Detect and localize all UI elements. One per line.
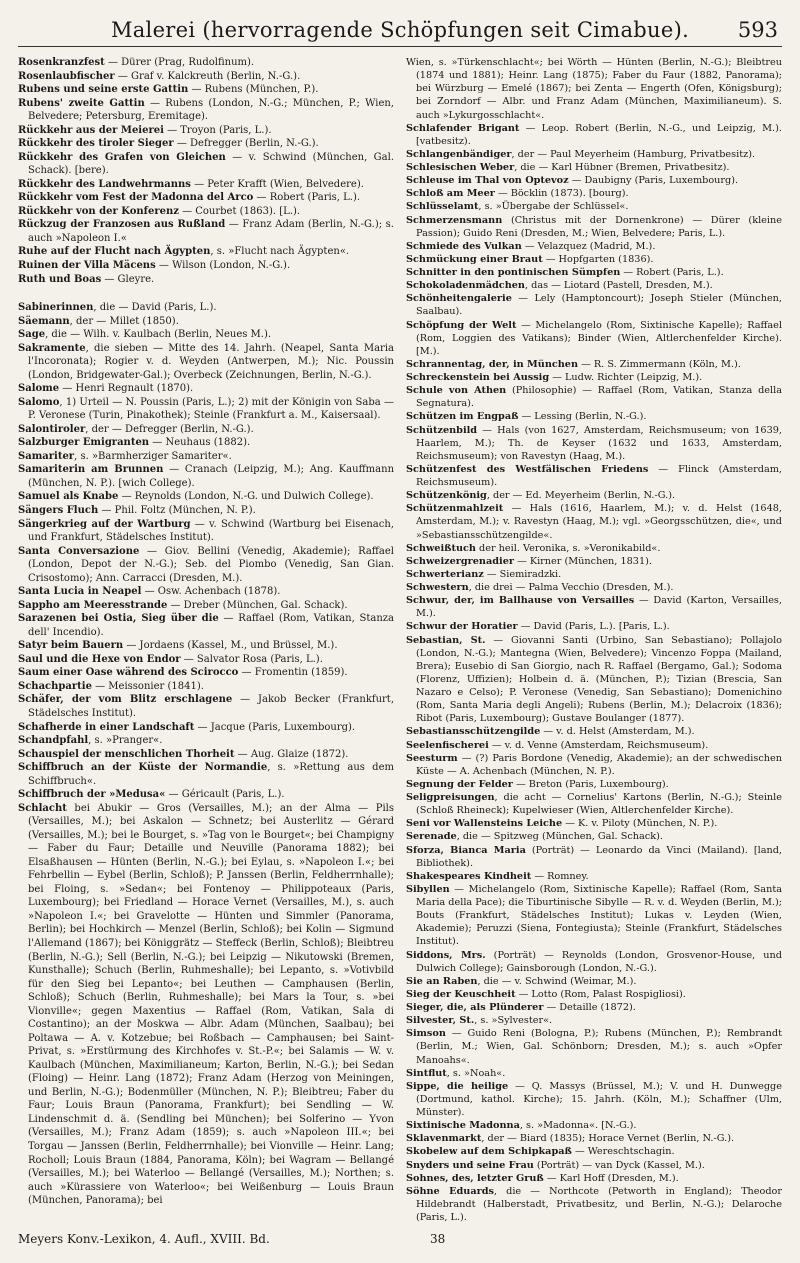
dictionary-entry [18, 612, 394, 639]
entry-text: — Fromentin (1859). [238, 667, 348, 679]
dictionary-entry [18, 328, 394, 342]
entry-lemma: Salzburger Emigranten [18, 437, 150, 449]
entry-lemma: Schwur der Horatier [406, 621, 518, 633]
entry-lemma: Schafherde in einer Landschaft [18, 721, 195, 733]
dictionary-entry [18, 301, 394, 315]
dictionary-entry [406, 384, 782, 410]
entry-text: — Karl Hoff (Dresden, M.). [543, 1172, 679, 1184]
entry-text: — v. Schwind (München, Gal. Schack). [bere). [28, 151, 395, 177]
entry-text: — Jordaens (Kassel, M., und Brüssel, M.). [123, 640, 338, 652]
entry-text: — Cranach (Leipzig, M.); Ang. Kauffmann (München, N. P.). [wich College). [28, 464, 395, 489]
entry-lemma: Schandpfahl [18, 735, 89, 747]
entry-text: — Dürer (Prag, Rudolfinum). [104, 57, 255, 68]
entry-text: — (?) Paris Bordone (Venedig, Akademie); an der schwedischen Küste — A. Achenbach (München, N. P.). [416, 752, 782, 777]
entry-text: — Ludw. Richter (Leipzig, M.). [549, 372, 703, 383]
entry-text: , s. »Pranger«. [88, 735, 163, 747]
entry-lemma: Seni vor Wallensteins Leiche [406, 818, 563, 830]
page-header [18, 12, 782, 47]
entry-lemma: Simson [406, 1028, 446, 1040]
entry-text: , der — Paul Meyerheim (Hamburg, Privatbesitz). [511, 148, 756, 160]
entry-text: — David (Karton, Versailles, M.). [416, 595, 782, 620]
entry-text: , der — Ed. Meyerheim (Berlin, N.-G.). [486, 490, 676, 502]
dictionary-entry [18, 382, 394, 396]
entry-text: — Rubens (London, N.-G.; München, P.; Wien, Belvedere; Petersburg, Eremitage). [28, 97, 394, 123]
dictionary-entry [406, 1001, 782, 1014]
entry-text: — Robert (Paris, L.). [620, 267, 724, 278]
entry-lemma: Skobelew auf dem Schipkapaß [406, 1146, 572, 1158]
entry-lemma: Saum einer Oase während des Scirocco [18, 667, 239, 679]
entry-lemma: Schmiede des Vulkan [406, 240, 522, 252]
dictionary-entry [18, 721, 394, 735]
entry-text: , die — Karl Hübner (Bremen, Privatbesitz). [514, 162, 730, 173]
entry-lemma: Rosenkranzfest [18, 57, 105, 68]
entry-lemma: Serenade [406, 831, 457, 843]
entry-lemma: Sage [18, 329, 46, 341]
entry-text: — Raffael (Rom, Vatikan, Stanza dell' Incendio). [28, 613, 394, 638]
dictionary-entry [406, 1185, 782, 1224]
entry-lemma: Sforza, Bianca Maria [406, 844, 526, 856]
entry-lemma: Schlangenbändiger [406, 148, 512, 160]
entry-text: , die — Spitzweg (München, Gal. Schack). [456, 831, 663, 843]
entry-lemma: Sängerkrieg auf der Wartburg [18, 518, 191, 530]
dictionary-entry [18, 504, 394, 518]
entry-text: — Michelangelo (Rom, Sixtinische Kapelle); Raffael (Rom, Santa Maria della Pace); die Tiburtinische Sibylle — R. v. d. Weyden (Berlin, M.); Bouts (Frankfurt, Städelsches Institut); Lukas v. Leyden (Wien, Akademie); Peruzzi (Siena, Fontegiusta); Steinle (Frankfurt, Städelsches Institut). [416, 883, 782, 948]
page-title: Malerei (hervorragende Schöpfungen seit Cimabue). [110, 18, 690, 42]
entry-lemma: Ruth und Boas [18, 273, 102, 285]
dictionary-entry [18, 315, 394, 329]
dictionary-entry [406, 200, 782, 213]
dictionary-entry [406, 1027, 782, 1066]
dictionary-entry [406, 883, 782, 949]
page-footer [18, 1232, 782, 1250]
entry-text: — Lotto (Rom, Palast Rospigliosi). [515, 988, 686, 1000]
entry-lemma: Sappho am Meeresstrande [18, 599, 168, 611]
entry-lemma: Schnitter in den pontinischen Sümpfen [406, 267, 621, 278]
dictionary-entry [406, 358, 782, 371]
entry-lemma: Sintflut [406, 1067, 447, 1079]
dictionary-entry [18, 273, 394, 287]
entry-text: — Wereschtschagin. [571, 1146, 675, 1158]
entry-text: , der — Biard (1835); Horace Vernet (Berlin, N.-G.). [481, 1133, 735, 1145]
entry-lemma: Sebastian, St. [406, 634, 486, 646]
dictionary-entry [406, 214, 782, 240]
entry-lemma: Santa Lucia in Neapel [18, 586, 142, 598]
entry-text: — Jacque (Paris, Luxembourg). [194, 721, 356, 733]
entry-text: , die — Northcote (Petworth in England); Theodor Hildebrandt (Halberstadt, Privatbesitz, und Berlin, N.-G.); Delaroche (Paris, L.). [416, 1185, 783, 1223]
entry-lemma: Sieg der Keuschheit [406, 988, 516, 1000]
entry-lemma: Schauspiel der menschlichen Thorheit [18, 748, 235, 760]
entry-text: , die — Wilh. v. Kaulbach (Berlin, Neues M.). [45, 329, 272, 341]
dictionary-entry [406, 174, 782, 187]
dictionary-entry [406, 187, 782, 200]
dictionary-entry [18, 97, 394, 124]
dictionary-entry [406, 739, 782, 752]
entry-text: — Leop. Robert (Berlin, N.-G., und Leipzig, M.). [vatbesitz). [416, 122, 782, 147]
dictionary-entry [18, 436, 394, 450]
entry-lemma: Snyders und seine Frau [406, 1159, 534, 1171]
entry-text: — David (Paris, L.). [Paris, L.). [517, 621, 670, 633]
entry-text: , 1) Urteil — N. Poussin (Paris, L.); 2) mit der Königin von Saba — P. Veronese (Turin, Pinakothek); Steinle (Frankfurt a. M., Kaisersaal). [28, 396, 394, 422]
dictionary-entry [406, 542, 782, 555]
entry-text: — Rubens (München, P.). [188, 84, 319, 96]
entry-text: , s. »Madonna«. [N.-G.). [519, 1120, 637, 1132]
dictionary-entry [406, 1132, 782, 1145]
dictionary-entry [18, 342, 394, 383]
entry-lemma: Rückkehr des Grafen von Gleichen [18, 151, 226, 163]
entry-lemma: Rubens' zweite Gattin [18, 97, 145, 109]
entry-lemma: Säemann [18, 315, 70, 327]
entry-lemma: Sieger, die, als Plünderer [406, 1002, 544, 1013]
entry-lemma: Seligpreisungen [406, 792, 495, 803]
entry-text: (Porträt) — van Dyck (Kassel, M.). [533, 1159, 705, 1171]
entry-text: — Robert (Paris, L.). [253, 192, 361, 204]
entry-lemma: Rubens und seine erste Gattin [18, 84, 189, 96]
entry-lemma: Ruinen der Villa Mäcens [18, 259, 156, 271]
entry-lemma: Schweizergrenadier [406, 555, 514, 567]
entry-lemma: Schlesischen Weber [406, 162, 515, 173]
entry-lemma: Sakramente [18, 342, 86, 354]
dictionary-entry [18, 137, 394, 151]
entry-lemma: Silvester, St. [406, 1015, 475, 1027]
entry-lemma: Salomo [18, 396, 60, 408]
entry-lemma: Schreckenstein bei Aussig [406, 372, 550, 383]
dictionary-entry [18, 191, 394, 205]
page-number: 593 [737, 18, 778, 42]
entry-text: — Neuhaus (1882). [149, 437, 251, 449]
dictionary-entry [18, 666, 394, 680]
entry-text: — Géricault (Paris, L.). [165, 789, 285, 801]
dictionary-entry [406, 634, 782, 726]
entry-text: , s. »Rettung aus dem Schiffbruch«. [28, 762, 394, 787]
dictionary-entry [406, 830, 782, 843]
entry-lemma: Rückkehr des tiroler Sieger [18, 138, 174, 150]
entry-lemma: Rückzug der Franzosen aus Rußland [18, 219, 226, 231]
entry-text: — Hals (1616, Haarlem, M.); v. d. Helst (1648, Amsterdam, M.); v. Ravestyn (Haag, M.); vgl. »Georgsschützen, die«, und »Sebastiansschützengilde«. [416, 503, 782, 541]
dictionary-entry [406, 949, 782, 975]
dictionary-entry [18, 599, 394, 613]
entry-text: , die drei — Palma Vecchio (Dresden, M.). [468, 582, 674, 593]
entry-lemma: Salontiroler [18, 423, 86, 435]
entry-text: — Gleyre. [101, 273, 155, 285]
entry-text: , s. »Barmherziger Samariter«. [74, 450, 232, 462]
entry-text: , die sieben — Mitte des 14. Jahrh. (Neapel, Santa Maria l'Incoronata); Rogier v. d. Weyden (Antwerpen, M.); Nic. Poussin (London, Bridgewater-Gal.); Overbeck (Zeichnungen, Berlin, N.-G.). [28, 342, 394, 381]
entry-text: — Guido Reni (Bologna, P.); Rubens (München, P.); Rembrandt (Berlin, M.; Wien, Gal. Schönborn; Dresden, M.); s. auch »Opfer Manoahs«. [416, 1028, 782, 1066]
entry-text: , s. »Flucht nach Ägypten«. [210, 246, 350, 258]
entry-lemma: Schönheitengalerie [406, 293, 512, 305]
entry-text: — Giovanni Santi (Urbino, San Sebastiano); Pollajolo (London, N.-G.); Mantegna (Wien, Belvedere); Vincenzo Foppa (Mailand, Brera); Eusebio di San Giorgio, nach R. Raffael (Bergamo, Gal.); Sodoma (Florenz, Uffizien); Holbein d. ä. (München, P.); Tizian (Brescia, San Nazaro e Celso); P. Veronese (Venedig, San Sebastiano); Domenichino (Rom, Santa Maria degli Angeli); Rubens (Berlin, M.); Delacroix (1836); Ribot (Paris, Luxembourg); Gustave Boulanger (1877). [416, 634, 783, 725]
entry-text: — Hals (von 1627, Amsterdam, Reichsmuseum; von 1639, Haarlem, M.); Th. de Keyser (1632 und 1633, Amsterdam, Reichsmuseum); von Ravestyn (Haag, M.). [416, 424, 782, 462]
entry-lemma: Shakespeares Kindheit [406, 870, 532, 882]
entry-text: — Courbet (1863). [L.). [178, 205, 301, 217]
dictionary-entry [406, 1145, 782, 1158]
entry-lemma: Samuel als Knabe [18, 491, 119, 503]
entry-lemma: Schachpartie [18, 680, 92, 692]
entry-text: — Jakob Becker (Frankfurt, Städelsches Institut). [28, 694, 394, 719]
dictionary-entry [406, 1080, 782, 1119]
entry-lemma: Ruhe auf der Flucht nach Ägypten [18, 246, 211, 258]
entry-lemma: Sippe, die heilige [406, 1080, 509, 1092]
dictionary-entry [406, 778, 782, 791]
entry-text: bei Abukir — Gros (Versailles, M.); an der Alma — Pils (Versailles, M.); bei Askalon — Schnetz; bei Austerlitz — Gérard (Versailles, M.); bei le Bourget, s. »Tag von le Bourget«; bei Champigny — Faber du Faur; Detaille und Neuville (Panorama 1882); bei Elsaßhausen — Hünten (Berlin, N.-G.); bei Eylau, s. »Napoleon I.«; bei Fehrbellin — Eybel (Berlin, Schloß); P. Janssen (Berlin, Feldherrnhalle); bei Floing, s. »Sedan«; bei Fontenoy — Philippoteaux (Paris, Luxembourg); bei Friedland — Horace Vernet (Versailles, M.), s. auch »Napoleon I.«; bei Gravelotte — Hünten und Simmler (Panorama, Berlin); bei Hochkirch — Menzel (Berlin, Schloß); bei Kolin — Sigmund l'Allemand (1867); bei Königgrätz — Steffeck (Berlin, Schloß); Bleibtreu (Berlin, N.-G.); Sell (Berlin, N.-G.); bei Leipzig — Nikutowski (Bremen, Kunsthalle); Schuch (Berlin, Ruhmeshalle); bei Lepanto, s. »Votivbild für den Sieg bei Lepanto«; bei Leuthen — Camphausen (Berlin, Schloß); Schuch (Berlin, Ruhmeshalle); bei Mars la Tour, s. »bei Vionville«; gegen Maxentius — Raffael (Rom, Vatikan, Sala di Costantino); an der Moskwa — Albr. Adam (München, Saalbau); bei Poltawa — A. v. Kotzebue; bei Roßbach — Camphausen; bei Saint-Privat, s. »Erstürmung des Kirchhofes v. St.-P.«; bei Salamis — W. v. Kaulbach (München, Maximilianeum; Karton, Berlin, N.-G.); bei Sedan (Floing) — Heinr. Lang (1872); Franz Adam (Herzog von Meiningen, und Berlin, N.-G.); Bodenmüller (München, N. P.); Bleibtreu; Faber du Faur; Louis Braun (Panorama, Frankfurt); bei Sendling — W. Lindenschmit d. ä. (Sendling bei München); bei Solferino — Yvon (Versailles, M.); Franz Adam (1859); s. auch »Napoleon III.«; bei Torgau — Janssen (Berlin, Feldherrnhalle); bei Vionville — Heinr. Lang; Rocholl; Louis Braun (1884, Panorama, Köln); bei Wagram — Bellangé (Versailles, M.); bei Waterloo — Bellangé (Versailles, M.); Northen; s. auch »Kürassiere von Waterloo«; bei Weißenburg — Louis Braun (München, Panorama); bei [28, 802, 394, 1207]
entry-text: (Porträt) — Leonardo da Vinci (Mailand). [land, Bibliothek). [416, 844, 782, 869]
dictionary-entry [406, 725, 782, 738]
entry-text: , der — Millet (1850). [69, 315, 179, 327]
dictionary-entry [406, 975, 782, 988]
entry-lemma: Samariter [18, 450, 75, 462]
dictionary-entry [406, 489, 782, 502]
dictionary-entry [18, 151, 394, 178]
entry-text: , s. »Sylvester«. [474, 1015, 553, 1027]
entry-text: — Romney. [531, 870, 589, 882]
entry-lemma: Sie an Raben [406, 975, 478, 987]
dictionary-entry [406, 1159, 782, 1172]
dictionary-entry [406, 292, 782, 318]
entry-text: — Hopfgarten (1836). [542, 253, 654, 265]
entry-lemma: Schlacht [18, 802, 67, 814]
dictionary-entry [18, 450, 394, 464]
entry-text: — Q. Massys (Brüssel, M.); V. und H. Dunwegge (Dortmund, kathol. Kirche); 15. Jahrh. (Köln, M.); Schaffner (Ulm, Münster). [416, 1080, 782, 1118]
entry-text: — Böcklin (1873). [bourg). [494, 188, 629, 200]
dictionary-entry [18, 70, 394, 84]
entry-text: — Franz Adam (Berlin, N.-G.); s. auch »Napoleon I.« [28, 219, 394, 244]
dictionary-entry [18, 245, 394, 259]
dictionary-entry [18, 693, 394, 720]
dictionary-entry [406, 371, 782, 384]
entry-text: — Giov. Bellini (Venedig, Akademie); Raffael (London, Depot der N.-G.); Seb. del Piombo (Venedig, San Gian. Crisostomo); Ann. Carracci (Dresden, M.). [28, 545, 394, 584]
entry-lemma: Schlafender Brigant [406, 122, 520, 134]
entry-text: — Kirner (München, 1831). [513, 555, 652, 567]
entry-text: — Michelangelo (Rom, Sixtinische Kapelle); Raffael (Rom, Loggien des Vatikans); Binder (Wien, Altlerchenfelder Kirche). [M.). [416, 319, 782, 357]
entry-lemma: Schöpfung der Welt [406, 319, 517, 331]
dictionary-entry [18, 802, 394, 1208]
entry-text: (Philosophie) — Raffael (Rom, Vatikan, Stanza della Segnatura). [416, 385, 782, 410]
entry-lemma: Seesturm [406, 752, 458, 764]
dictionary-entry [18, 680, 394, 694]
entry-lemma: Schweißtuch [406, 542, 476, 554]
dictionary-entry [406, 148, 782, 161]
entry-lemma: Saul und die Hexe von Endor [18, 653, 181, 665]
entry-text: — Siemiradzki. [483, 568, 562, 580]
entry-text: — Velazquez (Madrid, M.). [521, 240, 656, 252]
entry-lemma: Rückkehr aus der Meierei [18, 124, 164, 136]
dictionary-entry [406, 752, 782, 778]
entry-text: — Daubigny (Paris, Luxembourg). [568, 175, 739, 187]
dictionary-entry [18, 788, 394, 802]
dictionary-entry [406, 581, 782, 594]
entry-text: — Salvator Rosa (Paris, L.). [180, 653, 323, 665]
footer-imprint: Meyers Konv.-Lexikon, 4. Aufl., XVIII. Bd. [18, 1232, 270, 1246]
entry-text: — v. d. Venne (Amsterdam, Reichsmuseum). [488, 739, 709, 751]
dictionary-entry [18, 83, 394, 97]
dictionary-entry [406, 791, 782, 817]
entry-lemma: Schiffbruch an der Küste der Normandie [18, 762, 268, 774]
entry-lemma: Segnung der Felder [406, 778, 513, 790]
entry-lemma: Schwestern [406, 582, 469, 593]
dictionary-entry [406, 1014, 782, 1027]
entry-lemma: Schrannentag, der, in München [406, 358, 579, 370]
entry-lemma: Schützenmahlzeit [406, 503, 504, 515]
entry-lemma: Sohnes, des, letzter Gruß [406, 1172, 544, 1184]
dictionary-entry [18, 734, 394, 748]
entry-lemma: Satyr beim Bauern [18, 640, 124, 652]
dictionary-entry [406, 253, 782, 266]
entry-lemma: Sibyllen [406, 883, 450, 895]
entry-text: Wien, s. »Türkenschlacht«; bei Wörth — Hünten (Berlin, N.-G.); Bleibtreu (1874 und 1881); Heinr. Lang (1875); Faber du Faur (1882, Panorama); bei Würzburg — Emelé (1867); bei Zenta — Engerth (Ofen, Königsburg); bei Zorndorf — Albr. und Franz Adam (München, Maximilianeum). S. auch »Lykurgosschlacht«. [406, 57, 782, 121]
entry-lemma: Rückkehr vom Fest der Madonna del Arco [18, 192, 254, 204]
dictionary-entry [406, 240, 782, 253]
dictionary-entry [406, 817, 782, 830]
entry-text: , die — David (Paris, L.). [93, 302, 217, 314]
dictionary-entry [18, 178, 394, 192]
entry-text: — Flinck (Amsterdam, Reichsmuseum). [416, 463, 782, 488]
dictionary-entry [18, 463, 394, 490]
entry-lemma: Sarazenen bei Ostia, Sieg über die [18, 613, 219, 625]
entry-text: — Lely (Hamptoncourt); Joseph Stieler (München, Saalbau). [416, 293, 782, 318]
entry-text: — Dreber (München, Gal. Schack). [167, 599, 348, 611]
entry-lemma: Seelenfischerei [406, 739, 489, 751]
entry-lemma: Santa Conversazione [18, 545, 140, 557]
entry-lemma: Sebastiansschützengilde [406, 726, 541, 738]
dictionary-entry [406, 1119, 782, 1132]
entry-lemma: Schützenkönig [406, 490, 487, 502]
entry-text: , s. »Übergabe der Schlüssel«. [478, 201, 629, 213]
entry-lemma: Schiffbruch der »Medusa« [18, 789, 166, 801]
entry-lemma: Söhne Eduards [406, 1185, 494, 1197]
entry-text: — Reynolds (London, N.-G. und Dulwich College). [118, 491, 374, 503]
dictionary-entry [406, 988, 782, 1001]
dictionary-entry [406, 870, 782, 883]
entry-text: — Wilson (London, N.-G.). [155, 259, 291, 271]
entry-text: — Phil. Foltz (München, N. P.). [98, 505, 256, 516]
entry-text: , die — v. Schwind (Weimar, M.). [477, 975, 637, 987]
dictionary-entry [18, 423, 394, 437]
entry-text: — Aug. Glaize (1872). [234, 748, 349, 760]
dictionary-entry [18, 259, 394, 273]
entry-text: — v. d. Helst (Amsterdam, M.). [540, 726, 695, 738]
entry-lemma: Schule von Athen [406, 385, 507, 397]
dictionary-entry [406, 161, 782, 174]
entry-text: — Detaille (1872). [543, 1002, 636, 1013]
dictionary-entry [406, 1067, 782, 1080]
dictionary-entry [406, 319, 782, 358]
dictionary-entry [406, 279, 782, 292]
right-column [406, 56, 782, 1224]
entry-lemma: Schützenfest des Westfälischen Friedens [406, 463, 649, 475]
dictionary-entry [18, 518, 394, 545]
entry-text: — Peter Krafft (Wien, Belvedere). [190, 178, 364, 190]
entry-text: — Osw. Achenbach (1878). [141, 586, 281, 598]
entry-lemma: Schützenbild [406, 424, 478, 436]
dictionary-entry [18, 761, 394, 788]
dictionary-entry [406, 410, 782, 423]
entry-text: — Troyon (Paris, L.). [163, 124, 272, 136]
dictionary-entry [18, 585, 394, 599]
entry-lemma: Rosenlaubfischer [18, 70, 115, 82]
left-column [18, 56, 394, 1208]
entry-text: (Christus mit der Dornenkrone) — Dürer (kleine Passion); Guido Reni (Dresden, M.; Wien, Belvedere; Paris, L.). [416, 214, 782, 239]
dictionary-entry [406, 424, 782, 463]
dictionary-entry [18, 490, 394, 504]
dictionary-entry [406, 56, 782, 122]
dictionary-entry [406, 620, 782, 633]
entry-text: — v. Schwind (Wartburg bei Eisenach, und Frankfurt, Städelsches Institut). [28, 518, 394, 544]
dictionary-entry [18, 124, 394, 138]
entry-lemma: Sklavenmarkt [406, 1133, 482, 1145]
entry-text: , die acht — Cornelius' Kartons (Berlin, N.-G.); Steinle (Schloß Rheineck); Kupelwieser (Wien, Altlerchenfelder Kirche). [416, 792, 782, 817]
entry-lemma: Schwerterianz [406, 568, 484, 580]
entry-text: (Porträt) — Reynolds (London, Grosvenor-House, und Dulwich College); Gainsborough (London, N.-G.). [416, 949, 782, 974]
entry-text: — R. S. Zimmermann (Köln, M.). [578, 358, 741, 370]
entry-lemma: Schleuse im Thal von Optevoz [406, 175, 569, 187]
entry-lemma: Schmückung einer Braut [406, 253, 543, 265]
entry-lemma: Samariterin am Brunnen [18, 464, 164, 476]
dictionary-entry [406, 568, 782, 581]
entry-lemma: Siddons, Mrs. [406, 949, 486, 961]
entry-lemma: Rückkehr des Landwehrmanns [18, 178, 191, 190]
dictionary-entry [406, 266, 782, 279]
entry-text: der heil. Veronika, s. »Veronikabild«. [475, 542, 661, 554]
dictionary-entry [406, 502, 782, 541]
entry-lemma: Schäfer, der vom Blitz erschlagene [18, 694, 233, 706]
entry-text: — Henri Regnault (1870). [59, 383, 194, 395]
dictionary-entry [406, 555, 782, 568]
dictionary-entry [18, 545, 394, 586]
entry-text: — Lessing (Berlin, N.-G.). [518, 411, 647, 423]
dictionary-entry [406, 844, 782, 870]
entry-lemma: Schlüsselamt [406, 201, 479, 213]
entry-lemma: Salome [18, 383, 60, 395]
entry-text: — Graf v. Kalckreuth (Berlin, N.-G.). [114, 70, 301, 82]
dictionary-entry [406, 463, 782, 489]
entry-lemma: Schmerzensmann [406, 214, 503, 226]
entry-lemma: Schokoladenmädchen [406, 280, 525, 292]
entry-text: — Defregger (Berlin, N.-G.). [173, 138, 319, 150]
entry-text: — Meissonier (1841). [91, 680, 204, 692]
entry-lemma: Sixtinische Madonna [406, 1120, 520, 1132]
dictionary-entry [18, 218, 394, 245]
dictionary-entry [406, 1172, 782, 1185]
entry-text: , das — Liotard (Pastell, Dresden, M.). [524, 280, 713, 292]
entry-text: , der — Defregger (Berlin, N.-G.). [85, 423, 254, 435]
footer-signature: 38 [430, 1232, 446, 1246]
dictionary-entry [18, 396, 394, 423]
dictionary-entry [18, 639, 394, 653]
dictionary-entry [406, 594, 782, 620]
entry-lemma: Schützen im Engpaß [406, 411, 519, 423]
entry-lemma: Sängers Fluch [18, 505, 99, 516]
dictionary-entry [18, 748, 394, 762]
entry-text: — K. v. Piloty (München, N. P.). [562, 818, 718, 830]
entry-lemma: Sabinerinnen [18, 302, 94, 314]
entry-text: , s. »Noah«. [446, 1067, 506, 1079]
dictionary-entry [18, 205, 394, 219]
entry-lemma: Schwur, der, im Ballhause von Versailles [406, 595, 635, 607]
dictionary-entry [406, 122, 782, 148]
dictionary-entry [18, 56, 394, 70]
dictionary-entry [18, 653, 394, 667]
entry-lemma: Schloß am Meer [406, 188, 495, 200]
entry-lemma: Rückkehr von der Konferenz [18, 205, 179, 217]
entry-text: — Breton (Paris, Luxembourg). [512, 778, 669, 790]
